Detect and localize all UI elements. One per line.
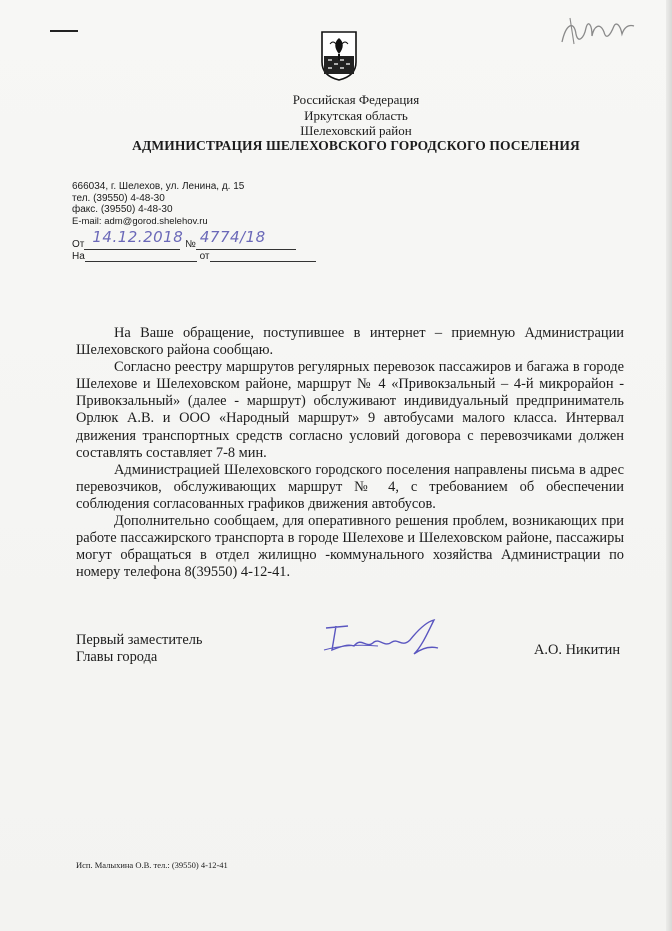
from-date-field (84, 228, 184, 250)
executor-note: Исп. Малыхина О.В. тел.: (39550) 4-12-41 (76, 860, 228, 870)
paragraph-4: Дополнительно сообщаем, для оперативного решения проблем, возникающих при работе пассажирского транспорта в городе Шелехове и Шелеховском районе, пассажиры могут обращаться в отдел жилищно -коммунального хозяйства Администрации по номеру телефона 8(39550) 4-12-41. (76, 513, 624, 581)
contact-address: 666034, г. Шелехов, ул. Ленина, д. 15 (72, 181, 245, 192)
paragraph-3: Администрацией Шелеховского городского поселения направлены письма в адрес перевозчиков, обслуживающих маршрут № 4, с требованием об обеспечении соблюдения согласованных графиков движения автобусов. (76, 461, 624, 512)
coat-of-arms-icon (320, 30, 358, 82)
header-administration: АДМИНИСТРАЦИЯ ШЕЛЕХОВСКОГО ГОРОДСКОГО ПОСЕЛЕНИЯ (132, 138, 580, 153)
header-district: Шелеховский район (300, 123, 412, 138)
number-field (196, 228, 296, 250)
corner-handwritten-mark (558, 14, 638, 50)
header-region: Иркутская область (304, 108, 408, 123)
of-field (210, 250, 316, 262)
incoming-reference (72, 250, 316, 262)
position-line-2: Главы города (76, 649, 158, 665)
position-line-1: Первый заместитель (76, 632, 203, 648)
on-label: На (72, 251, 85, 262)
of-label: от (199, 251, 210, 262)
contact-block (72, 181, 244, 227)
paragraph-1: На Ваше обращение, поступившее в интернет – приемную Администрации Шелеховского района сообщаю. (76, 325, 624, 359)
header-country: Российская Федерация (292, 92, 420, 107)
letter-body (76, 325, 624, 581)
contact-fax: факс. (39550) 4-48-30 (72, 204, 173, 215)
contact-tel: тел. (39550) 4-48-30 (72, 192, 165, 204)
outgoing-reference (72, 228, 296, 250)
handwritten-signature (318, 616, 448, 662)
number-label: № (185, 239, 196, 250)
from-date-handwritten: 14.12.2018 (92, 228, 184, 246)
paragraph-2: Согласно реестру маршрутов регулярных перевозок пассажиров и багажа в городе Шелехове и Шелеховском районе, маршрут № 4 «Привокзальный – 4-й микрорайон - Привокзальный» (далее - маршрут) обслуживают индивидуальный предприниматель Орлюк А.В. и ООО «Народный маршрут» 9 автобусами малого класса. Интервал движения транспортных средств согласно условий договора с перевозчиками должен составлять составляет 7-8 мин. (76, 359, 624, 461)
contact-email: E-mail: adm@gorod.shelehov.ru (72, 215, 208, 227)
margin-mark (50, 30, 78, 32)
on-field (85, 250, 197, 262)
from-label: От (72, 239, 85, 250)
number-handwritten: 4774/18 (199, 228, 266, 246)
signatory-position (76, 632, 202, 666)
signatory-name: А.О. Никитин (534, 642, 621, 658)
